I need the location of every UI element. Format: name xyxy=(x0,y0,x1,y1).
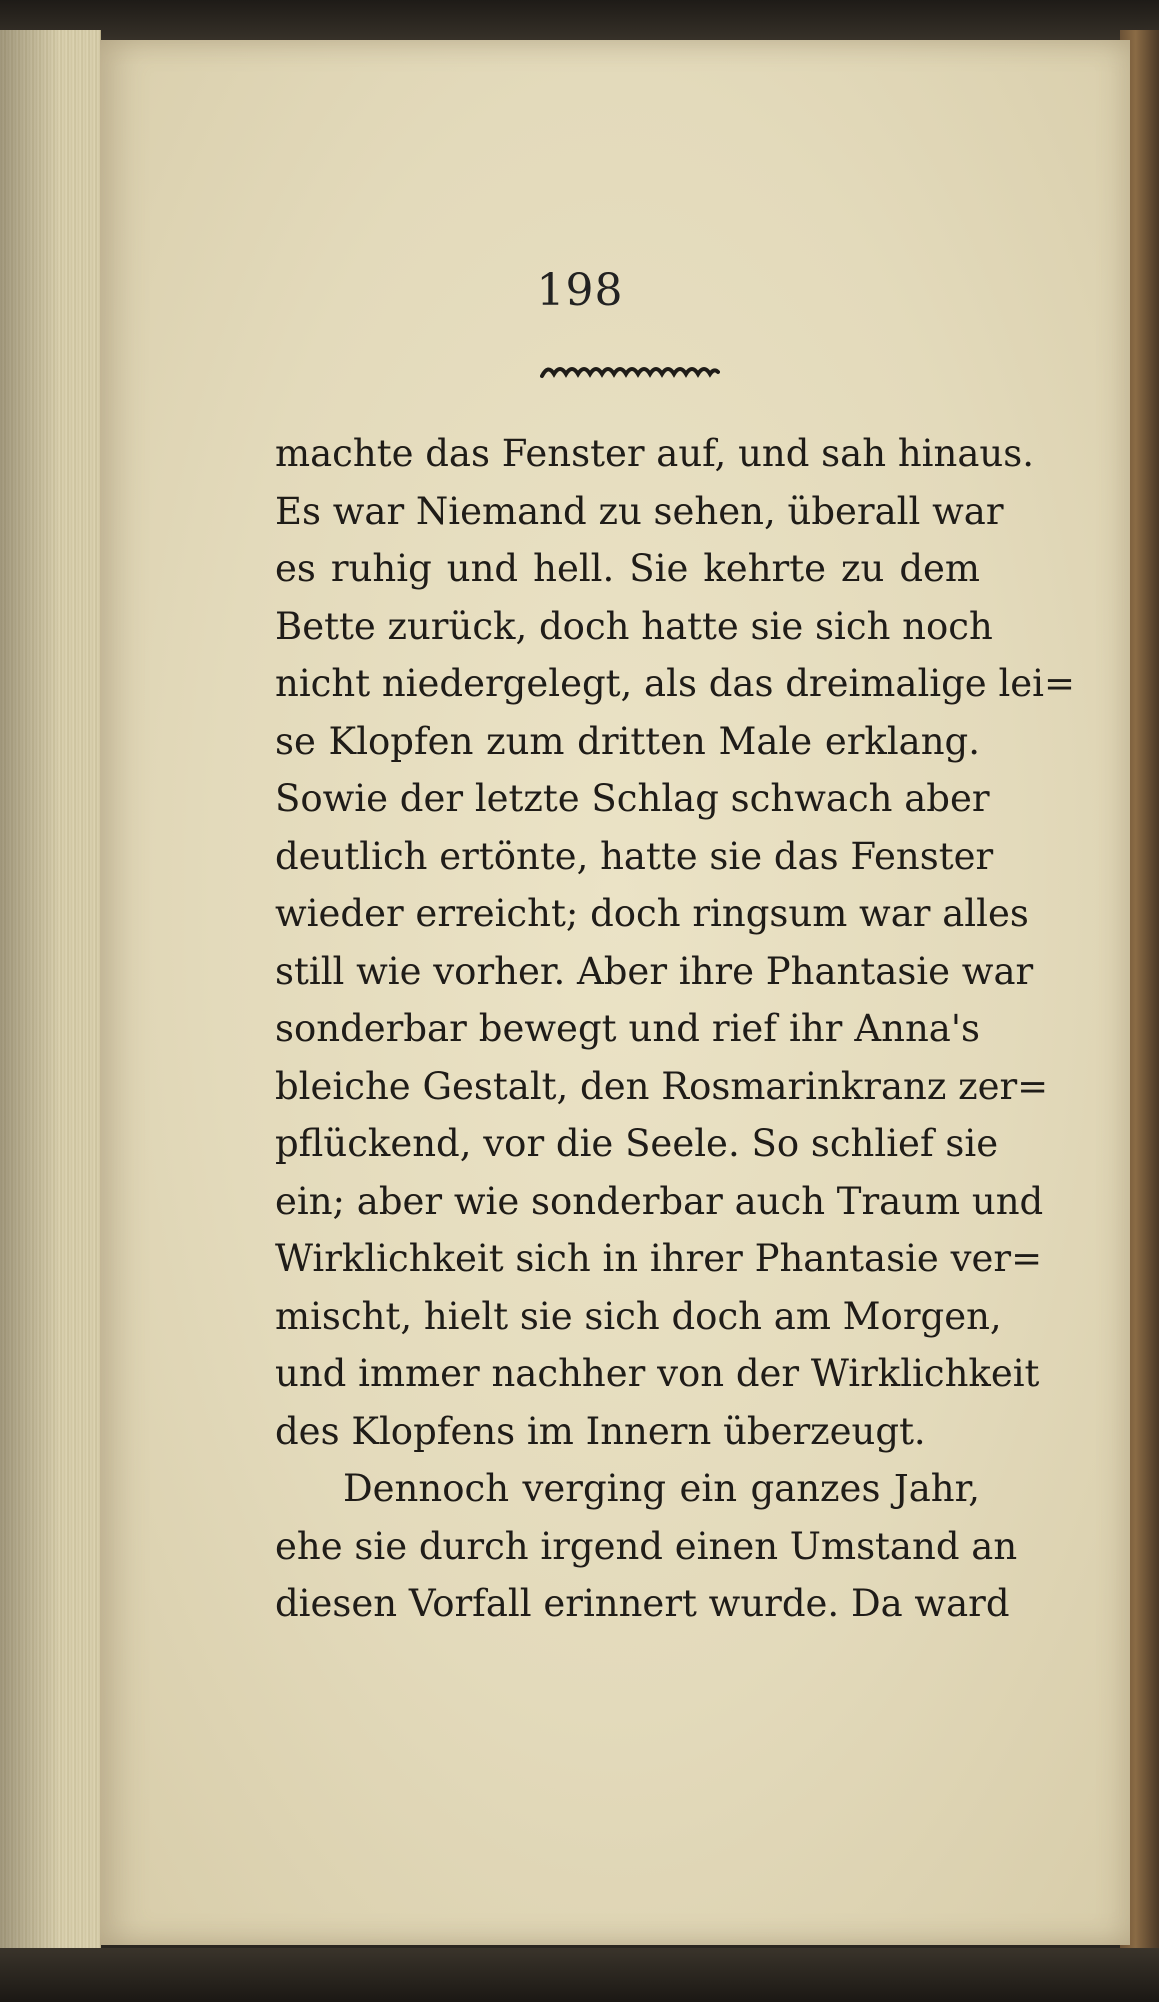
text-line: ehe sie durch irgend einen Umstand an xyxy=(275,1524,1018,1568)
page-stack-edges xyxy=(0,30,101,1955)
text-line: pflückend, vor die Seele. So schlief sie xyxy=(275,1122,999,1165)
text-line: diesen Vorfall erinnert wurde. Da ward xyxy=(275,1582,1010,1625)
text-line: Sowie der letzte Schlag schwach aber xyxy=(275,777,990,820)
text-line: sonderbar bewegt und rief ihr Anna's xyxy=(275,1007,980,1050)
text-line: des Klopfens im Innern überzeugt. xyxy=(275,1409,926,1453)
text-line: Es war Niemand zu sehen, überall war xyxy=(275,489,1004,533)
body-text xyxy=(275,425,1076,1633)
text-line: nicht niedergelegt, als das dreimalige lei= xyxy=(275,662,1076,705)
text-line: und immer nachher von der Wirklichkeit xyxy=(275,1352,1040,1395)
text-line: Dennoch verging ein ganzes Jahr, xyxy=(343,1467,980,1510)
text-line: se Klopfen zum dritten Male erklang. xyxy=(275,719,980,763)
text-line: bleiche Gestalt, den Rosmarinkranz zer= xyxy=(275,1064,1049,1108)
cover-bottom-edge xyxy=(0,1948,1159,2002)
text-line: mischt, hielt sie sich doch am Morgen, xyxy=(275,1294,1002,1338)
text-line: still wie vorher. Aber ihre Phantasie war xyxy=(275,949,1034,993)
text-line: wieder erreicht; doch ringsum war alles xyxy=(275,892,1029,935)
text-line: deutlich ertönte, hatte sie das Fenster xyxy=(275,834,994,878)
text-line: ein; aber wie sonderbar auch Traum und xyxy=(275,1179,1044,1223)
text-line: es ruhig und hell. Sie kehrte zu dem xyxy=(275,547,980,590)
wave-rule-ornament xyxy=(540,360,720,382)
text-line: Wirklichkeit sich in ihrer Phantasie ver= xyxy=(275,1237,1043,1280)
text-line: machte das Fenster auf, und sah hinaus. xyxy=(275,432,1034,475)
text-line: Bette zurück, doch hatte sie sich noch xyxy=(275,604,993,648)
page-number: 198 xyxy=(536,265,624,316)
